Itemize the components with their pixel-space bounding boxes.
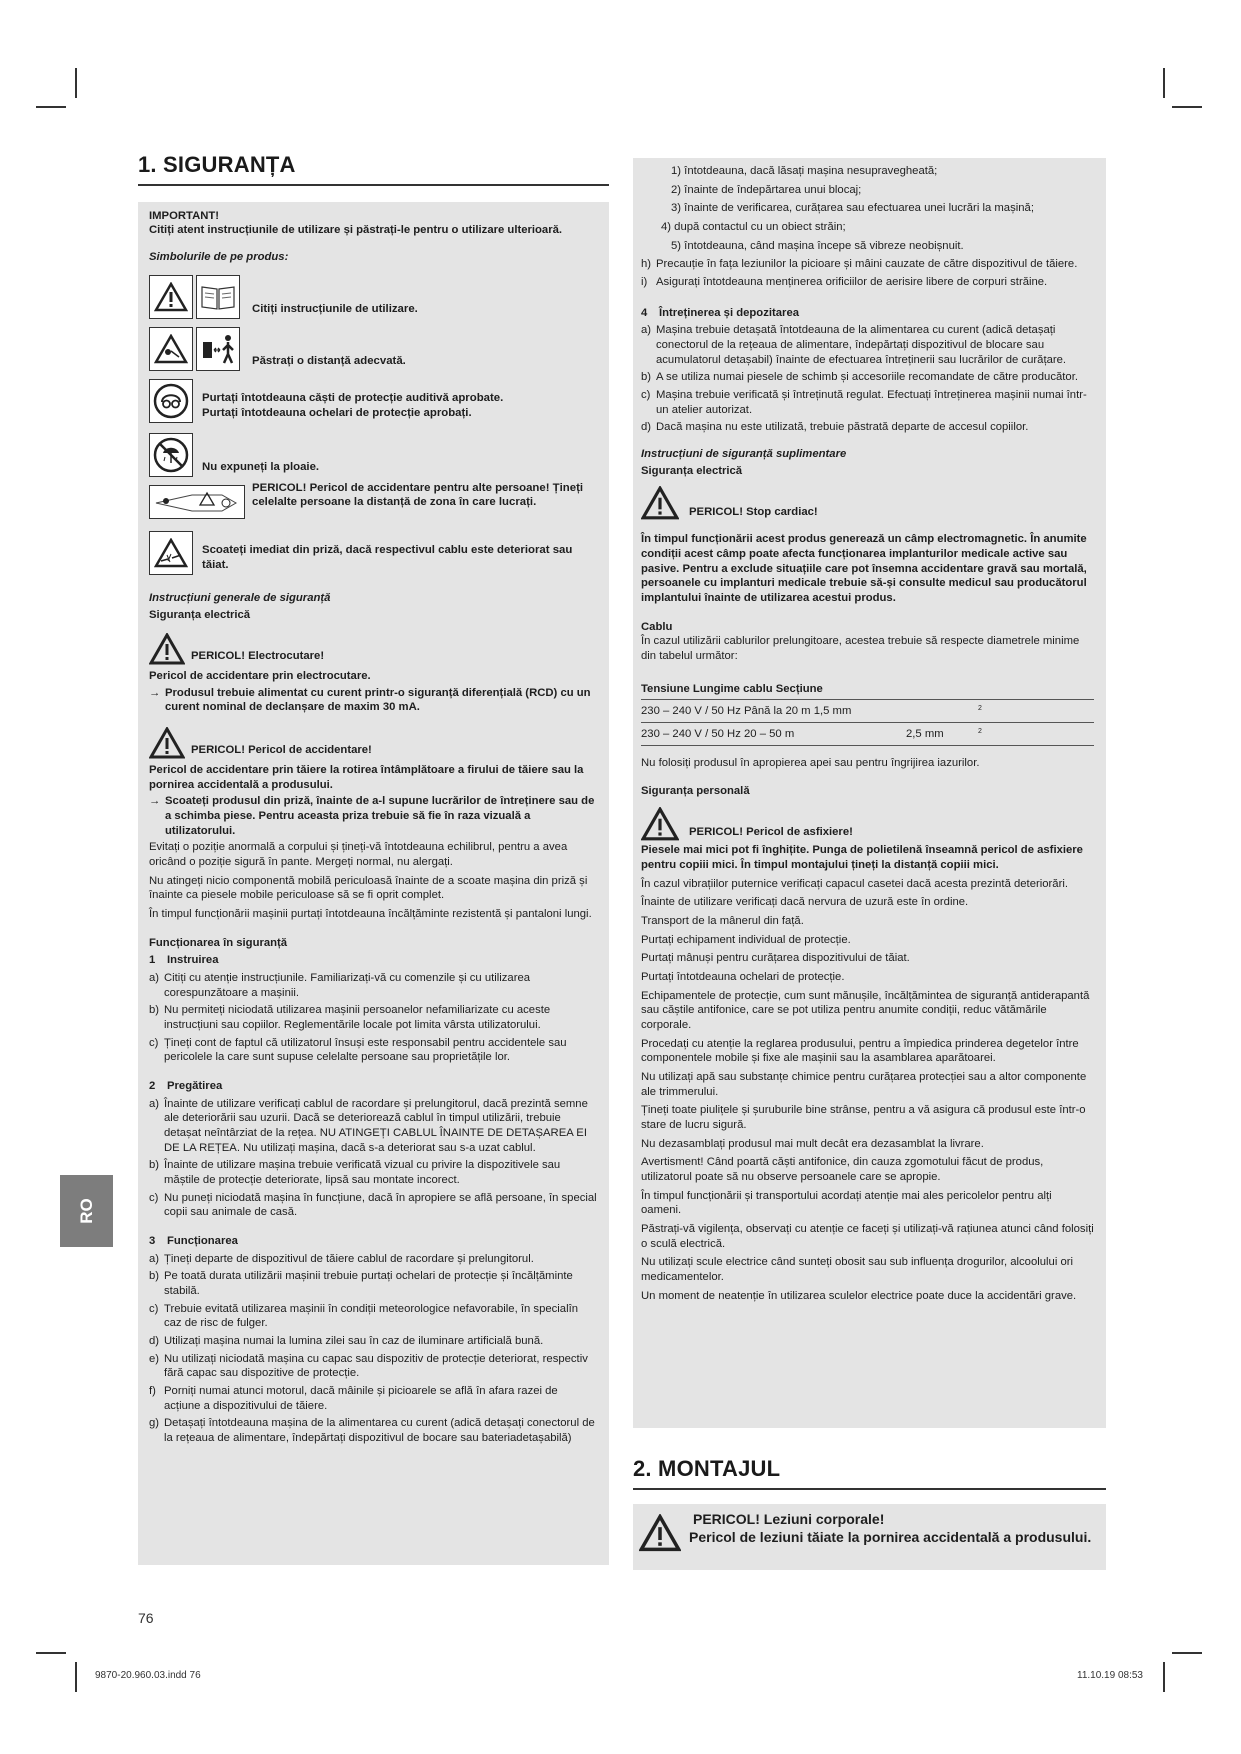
paragraph: Purtați mânuși pentru curățarea dispozitivului de tăiat. (641, 952, 910, 965)
table-row (641, 723, 1094, 746)
list-item: b) A se utiliza numai piesele de schimb și accesoriile recomandate de către producător. (641, 371, 1078, 384)
list-item: h) Precauție în fața leziunilor la picioare și mâini cauzate de către dispozitivul de tăiere. (641, 258, 1078, 271)
warning-text: Pericol de accidentare prin tăiere la rotirea întâmplătoare a firului de tăiere sau la pornirea accidentală a produsului. (149, 763, 584, 791)
warning-text: Pericol de accidentare prin electrocutare. (149, 669, 371, 682)
table-cell: 230 – 240 V / 50 Hz 20 – 50 m (641, 728, 795, 741)
list-item: a) Înainte de utilizare verificați cablul de racordare și prelungitorul, dacă prezintă semne ale deteriorării sau uzurii. Dacă se deteriorează cablul în timpul utilizării, trebuie detașat neîntârziat de la rețea. NU ATINGEȚI CABLUL ÎNAINTE DE DETAȘAREA EI DE LA REȚEA. Nu utilizați mașina, dacă s-a deteriorat sau s-a uzat cablul. (149, 1097, 588, 1154)
list-item: a) Mașina trebuie detașată întotdeauna de la alimentarea cu curent (adică detașați conectorul de la rețeaua de alimentare, îndepărtați dispozitivul de blocare sau acumulatorul detașabil) înainte de efectuarea întreținerii sau lucrărilor de curățare. (641, 324, 1067, 366)
paragraph: Nu atingeți nicio componentă mobilă periculoasă înainte de a scoate mașina din priză și înainte ca piesele mobile periculoase să se fi oprit complet. (149, 874, 588, 902)
important-label: IMPORTANT! (149, 209, 220, 222)
table-cell: 2 (978, 705, 982, 713)
list-item: b) Nu permiteți niciodată utilizarea mașinii persoanelor nefamiliarizate cu aceste instrucțiuni sau copiilor. Reglementările locale pot limita vârsta utilizatorului. (149, 1004, 551, 1031)
symbol-row (149, 327, 597, 371)
paragraph: În cazul vibrațiilor puternice verificați capacul casetei dacă acesta prezintă deteriorări. (641, 877, 1068, 890)
paragraph: Echipamentele de protecție, cum sunt mănușile, încălțămintea de siguranță antiderapantă sau căștile antifonice, care se pot utiliza pentru anumite condiții, reduc vătămările corporale. (641, 989, 1090, 1031)
general-safety-heading: Instrucțiuni generale de siguranță (149, 591, 331, 604)
symbols-heading: Simbolurile de pe produs: (149, 250, 289, 263)
list-item: b) Pe toată durata utilizării mașinii trebuie purtați ochelari de protecție și încălțăminte stabilă. (149, 1270, 573, 1298)
list-item: a) Citiți cu atenție instrucțiunile. Familiarizați-vă cu comenzile și cu utilizarea corespunzătoare a mașinii. (149, 971, 531, 999)
no-rain-icon (149, 433, 193, 477)
book-icon (196, 275, 240, 319)
warning-icon (149, 727, 185, 759)
list-item: i) Asigurați întotdeauna menținerea orificiilor de aerisire libere de corpuri străine. (641, 276, 1048, 289)
subsection-heading: 4 Întreținerea și depozitarea (641, 306, 800, 319)
instruction-arrow (149, 794, 597, 838)
distance-icon (196, 327, 240, 371)
table-cell: 2,5 mm (906, 728, 944, 741)
warning-icon (639, 1514, 681, 1552)
symbol-row (149, 531, 597, 575)
personal-safety-heading: Siguranța personală (641, 785, 750, 798)
title-rule (633, 1488, 1106, 1490)
symbol-row (149, 481, 597, 519)
assembly-warning-box (633, 1504, 1106, 1570)
cable-damage-icon (149, 531, 193, 575)
symbol-text: Păstrați o distanță adecvată. (252, 354, 406, 367)
crop-mark (75, 68, 77, 98)
symbol-row (149, 433, 597, 477)
subsection-heading: 3 Funcționarea (149, 1235, 238, 1248)
symbol-row (149, 275, 597, 319)
left-column (138, 152, 609, 1565)
paragraph: Nu utilizați scule electrice când sunteți obosit sau sub influența drogurilor, alcoolului ori medicamentelor. (641, 1256, 1074, 1283)
sub-list-item: 5) întotdeauna, când mașina începe să vibreze neobișnuit. (671, 239, 964, 252)
title-rule (138, 184, 609, 186)
arrow-icon: → (149, 686, 161, 699)
crop-mark (1163, 68, 1165, 98)
warning-asphyxiation (641, 807, 1094, 841)
crop-mark (1172, 1652, 1202, 1654)
list-item: c) Mașina trebuie verificată și întreținută regulat. Efectuați întreținerea mașinii numai într-un atelier autorizat. (641, 389, 1087, 416)
sub-list-item: 4) după contactul cu un obiect străin; (661, 221, 846, 234)
warning-cardiac (641, 486, 1094, 520)
list-item: c) Nu puneți niciodată mașina în funcțiune, dacă în apropiere se află persoane, în special copii sau animale de casă. (149, 1191, 597, 1219)
safe-operation-heading: Funcționarea în siguranță (149, 936, 288, 949)
cable-table-header: Tensiune Lungime cablu Secțiune (641, 678, 1094, 701)
subsection-heading: 2 Pregătirea (149, 1079, 223, 1092)
electrical-safety-heading: Siguranța electrică (641, 464, 743, 477)
paragraph: Un moment de neatenție în utilizarea sculelor electrice poate duce la accidentări grave. (641, 1289, 1077, 1302)
warning-icon (149, 275, 193, 319)
paragraph: Păstrați-vă vigilența, observați cu atenție ce faceți și utilizați-vă rațiunea atunci când folosiți o sculă electrică. (641, 1222, 1094, 1250)
paragraph: În timpul funcționării mașinii purtați întotdeauna încălțăminte rezistentă și pantaloni lungi. (149, 907, 592, 920)
table-row (641, 700, 1094, 723)
bystander-danger-icon (149, 485, 245, 519)
symbol-row (149, 379, 597, 423)
paragraph: Procedați cu atenție la reglarea produsului, pentru a împiedica prinderea degetelor între componentele mobile și fixe ale mașinii sau la asamblarea aparătoarei. (641, 1037, 1079, 1065)
ear-eye-protection-icon (149, 379, 193, 423)
important-text: Citiți atent instrucțiunile de utilizare și păstrați-le pentru o utilizare ulterioară. (149, 224, 563, 237)
cable-heading: Cablu (641, 620, 673, 633)
arrow-text: Produsul trebuie alimentat cu curent printr-o siguranță diferențială (RCD) cu un curent nominal de declanșare de maxim 30 mA. (165, 686, 591, 714)
right-column (633, 158, 1106, 1570)
warning-icon (641, 807, 679, 841)
warning-title: PERICOL! Stop cardiac! (689, 505, 818, 518)
list-item: f) Porniți numai atunci motorul, dacă mâinile și picioarele se află în afara razei de acțiune a dispozitivului de tăiere. (149, 1385, 558, 1412)
table-cell: 2 (978, 728, 982, 736)
safety-box-continued (633, 158, 1106, 1428)
paragraph: Evitați o poziție anormală a corpului și țineți-vă întotdeauna echilibrul, pentru a avea oricând o poziție sigură în pante. Mergeți normal, nu alergați. (149, 841, 568, 868)
list-item: d) Dacă mașina nu este utilizată, trebuie păstrată departe de accesul copiilor. (641, 421, 1029, 434)
paragraph: Țineți toate piulițele și șuruburile bine strânse, pentru a vă asigura că produsul este într-o stare de lucru sigură. (641, 1104, 1086, 1131)
sub-list (641, 164, 1094, 253)
paragraph: În timpul funcționării și transportului acordați atenție mai ales pericolelor pentru alți oameni. (641, 1189, 1052, 1217)
language-tab: RO (60, 1175, 113, 1247)
warning-title: PERICOL! Pericol de accidentare! (191, 744, 372, 757)
symbol-text: Purtați întotdeauna căști de protecție auditivă aprobate. Purtați întotdeauna ochelari de protecție aprobați. (202, 391, 504, 419)
safety-box (138, 202, 609, 1565)
list-item: c) Țineți cont de faptul că utilizatorul însuși este responsabil pentru accidentele sau pericolele la care sunt supuse celelalte persoane sau proprietățile lor. (149, 1036, 567, 1064)
paragraph: Purtați echipament individual de protecție. (641, 933, 851, 946)
table-cell: 230 – 240 V / 50 Hz Până la 20 m 1,5 mm (641, 705, 852, 718)
warning-injury (149, 727, 597, 759)
paragraph: Nu utilizați apă sau substanțe chimice pentru curățarea protecției sau a altor componente ale trimmerului. (641, 1070, 1087, 1098)
warning-title: PERICOL! Electrocutare! (191, 650, 325, 663)
instruction-arrow (149, 686, 597, 715)
symbol-text: Scoateți imediat din priză, dacă respectivul cablu este deteriorat sau tăiat. (202, 543, 573, 571)
arrow-icon: → (149, 795, 161, 808)
warning-electrocution (149, 633, 597, 665)
warning-text: În timpul funcționării acest produs generează un câmp electromagnetic. În anumite condiții acest câmp poate afecta funcționarea implanturilor medicale active sau pasive. Pentru a exclude situațiile care pot însemna accidentare gravă sau mortală, persoanele cu implanturi medicale trebuie să-și consulte medicul sau producătorul implantului înainte de utilizarea acestui produs. (641, 533, 1087, 605)
section-title-assembly: 2. MONTAJUL (633, 1456, 781, 1481)
paragraph: Avertisment! Când poartă căști antifonice, din cauza zgomotului făcut de produs, utilizatorul poate să nu observe persoanele care se apropie. (641, 1156, 1044, 1183)
subsection-heading: 1 Instruirea (149, 954, 219, 967)
footer-date: 11.10.19 08:53 (1077, 1670, 1143, 1681)
section-title-safety: 1. SIGURANȚA (138, 152, 296, 177)
warning-title: PERICOL! Pericol de asfixiere! (689, 826, 853, 839)
warning-text: Piesele mai mici pot fi înghițite. Punga de polietilenă înseamnă pericol de asfixiere pentru copiii mici. În timpul montajului țineți la distanță copiii mici. (641, 844, 1083, 871)
page-number: 76 (138, 1610, 154, 1626)
list-item: d) Utilizați mașina numai la lumina zilei sau în caz de iluminare artificială bună. (149, 1335, 544, 1348)
crop-mark (1172, 106, 1202, 108)
sub-list-item: 1) întotdeauna, dacă lăsați mașina nesupravegheată; (671, 165, 938, 177)
list-item: c) Trebuie evitată utilizarea mașinii în condiții meteorologice nefavorabile, în specialîn caz de risc de fulger. (149, 1302, 579, 1330)
warning-title: PERICOL! Leziuni corporale! (693, 1510, 885, 1527)
warning-icon (641, 486, 679, 520)
crop-mark (75, 1662, 77, 1692)
paragraph: Transport de la mânerul din față. (641, 914, 804, 927)
water-text: Nu folosiți produsul în apropierea apei sau pentru îngrijirea iazurilor. (641, 756, 980, 769)
crop-mark (36, 106, 66, 108)
sub-list-item: 3) înainte de verificarea, curățarea sau efectuarea unei lucrări la mașină; (671, 202, 1034, 215)
symbol-text: Citiți instrucțiunile de utilizare. (252, 302, 418, 315)
extra-safety-heading: Instrucțiuni de siguranță suplimentare (641, 448, 847, 461)
electrical-safety-heading: Siguranța electrică (149, 609, 251, 622)
warning-text: Pericol de leziuni tăiate la pornirea accidentală a produsului. (689, 1529, 1092, 1546)
warning-icon (149, 633, 185, 665)
list-item: g) Detașați întotdeauna mașina de la alimentarea cu curent (adică detașați conectorul de la rețeaua de alimentare, îndepărtați dispozitivul de bocare sau bateriadetașabilă) (149, 1417, 595, 1445)
list-item: a) Țineți departe de dispozitivul de tăiere cablul de racordare și prelungitorul. (149, 1252, 534, 1265)
footer-file: 9870-20.960.03.indd 76 (95, 1670, 201, 1681)
warning-debris-icon (149, 327, 193, 371)
crop-mark (36, 1652, 66, 1654)
sub-list-item: 2) înainte de îndepărtarea unui blocaj; (671, 183, 862, 196)
table-cell (901, 704, 978, 719)
paragraph: Înainte de utilizare verificați dacă nervura de uzură este în ordine. (641, 896, 969, 909)
crop-mark (1163, 1662, 1165, 1692)
symbol-text: PERICOL! Pericol de accidentare pentru alte persoane! Țineți celelalte persoane la distanță de zona în care lucrați. (252, 481, 584, 509)
arrow-text: Scoateți produsul din priză, înainte de a-l supune lucrărilor de întreținere sau de a schimba piese. Pentru aceasta priza trebuie să fie în raza vizuală a utilizatorului. (165, 795, 595, 837)
paragraph: Nu dezasamblați produsul mai mult decât era dezasamblat la livrare. (641, 1137, 984, 1150)
list-item: b) Înainte de utilizare mașina trebuie verificată vizual cu privire la dispozitivele sau măștile de protecție deteriorate, lipsă sau montate incorect. (149, 1159, 561, 1186)
paragraph: Purtați întotdeauna ochelari de protecție. (641, 970, 845, 983)
list-item: e) Nu utilizați niciodată mașina cu capac sau dispozitiv de protecție deteriorat, respectiv fără capac sau dispozitive de protecție. (149, 1352, 588, 1380)
symbol-text: Nu expuneți la ploaie. (202, 460, 320, 473)
cable-text: În cazul utilizării cablurilor prelungitoare, acestea trebuie să respecte diametrele minime din tabelul următor: (641, 635, 1080, 663)
